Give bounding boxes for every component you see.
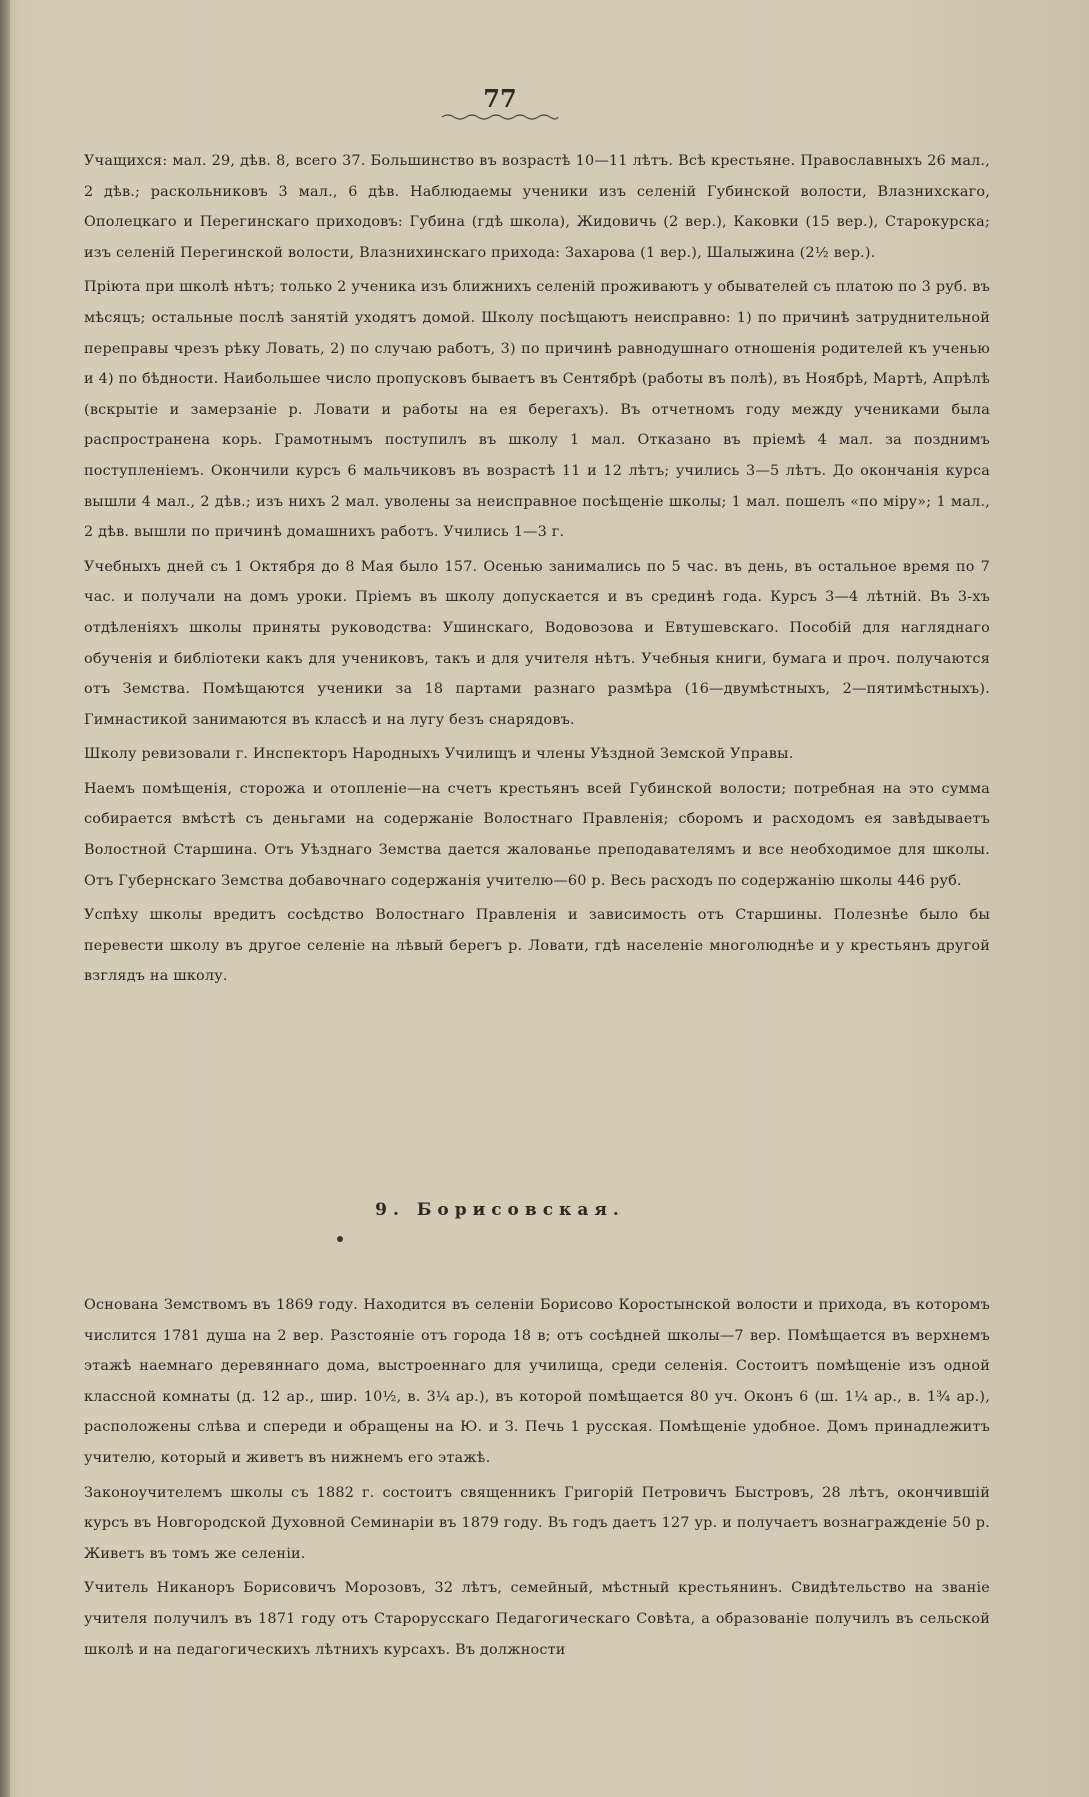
section-borisovskaya-text	[84, 1290, 990, 1665]
paragraph: Учащихся: мал. 29, дѣв. 8, всего 37. Большинство въ возрастѣ 10—11 лѣтъ. Всѣ крестьяне. Православныхъ 26 мал., 2 дѣв.; раскольниковъ 3 мал., 6 дѣв. Наблюдаемы ученики изъ селеній Губинской волости, Влазнихскаго, Ополецкаго и Перегинскаго приходовъ: Губина (гдѣ школа), Жидовичь (2 вер.), Каковки (15 вер.), Старокурска; изъ селеній Перегинской волости, Влазнихинскаго прихода: Захарова (1 вер.), Шалыжина (2½ вер.).	[84, 153, 990, 261]
paragraph: Основана Земствомъ въ 1869 году. Находится въ селеніи Борисово Коростынской волости и прихода, въ которомъ числится 1781 душа на 2 вер. Разстояніе отъ города 18 в; отъ сосѣдней школы—7 вер. Помѣщается въ верхнемъ этажѣ наемнаго деревяннаго дома, выстроеннаго для училища, среди селенія. Состоитъ помѣщеніе изъ одной классной комнаты (д. 12 ар., шир. 10½, в. 3¼ ар.), въ которой помѣщается 80 уч. Оконъ 6 (ш. 1¼ ар., в. 1¾ ар.), расположены слѣва и спереди и обращены на Ю. и З. Печь 1 русская. Помѣщеніе удобное. Домъ принадлежитъ учителю, который и живетъ въ нижнемъ его этажѣ.	[84, 1297, 990, 1466]
paragraph: Пріюта при школѣ нѣтъ; только 2 ученика изъ ближнихъ селеній проживаютъ у обывателей съ платою по 3 руб. въ мѣсяцъ; остальные послѣ занятій уходятъ домой. Школу посѣщаютъ неисправно: 1) по причинѣ затруднительной переправы чрезъ рѣку Ловать, 2) по случаю работъ, 3) по причинѣ равнодушнаго отношенія родителей къ ученью и 4) по бѣдности. Наибольшее число пропусковъ бываетъ въ Сентябрѣ (работы въ полѣ), въ Ноябрѣ, Мартѣ, Апрѣлѣ (вскрытіе и замерзаніе р. Ловати и работы на ея берегахъ). Въ отчетномъ году между учениками была распространена корь. Грамотнымъ поступилъ въ школу 1 мал. Отказано въ пріемѣ 4 мал. за позднимъ поступленіемъ. Окончили курсъ 6 мальчиковъ въ возрастѣ 11 и 12 лѣтъ; учились 3—5 лѣтъ. До окончанія курса вышли 4 мал., 2 дѣв.; изъ нихъ 2 мал. уволены за неисправное посѣщеніе школы; 1 мал. пошелъ «по міру»; 1 мал., 2 дѣв. вышли по причинѣ домашнихъ работъ. Учились 1—3 г.	[84, 279, 990, 541]
paragraph: Учитель Никаноръ Борисовичъ Морозовъ, 32 лѣтъ, семейный, мѣстный крестьянинъ. Свидѣтельство на званіе учителя получилъ въ 1871 году отъ Старорусскаго Педагогическаго Совѣта, а образованіе получилъ въ сельской школѣ и на педагогическихъ лѣтнихъ курсахъ. Въ должности	[84, 1580, 990, 1658]
paragraph: Школу ревизовали г. Инспекторъ Народныхъ Училищъ и члены Уѣздной Земской Управы.	[84, 746, 794, 763]
book-spine-shadow	[0, 0, 10, 1797]
paragraph: Наемъ помѣщенія, сторожа и отопленіе—на счетъ крестьянъ всей Губинской волости; потребная на это сумма собирается вмѣстѣ съ деньгами на содержаніе Волостнаго Правленія; сборомъ и расходомъ ея завѣдываетъ Волостной Старшина. Отъ Уѣзднаго Земства дается жалованье преподавателямъ и все необходимое для школы. Отъ Губернскаго Земства добавочнаго содержанія учителю—60 р. Весь расходъ по содержанію школы 446 руб.	[84, 780, 990, 889]
paragraph: Успѣху школы вредитъ сосѣдство Волостнаго Правленія и зависимость отъ Старшины. Полезнѣе было бы перевести школу въ другое селеніе на лѣвый берегъ р. Ловати, гдѣ населеніе многолюднѣе и у крестьянъ другой взглядъ на школу.	[84, 907, 990, 985]
ornament-divider	[440, 112, 560, 122]
paragraph: Учебныхъ дней съ 1 Октября до 8 Мая было 157. Осенью занимались по 5 час. въ день, въ остальное время по 7 час. и получали на домъ уроки. Пріемъ въ школу допускается и въ срединѣ года. Курсъ 3—4 лѣтній. Въ 3-хъ отдѣленіяхъ школы приняты руководства: Ушинскаго, Водовозова и Евтушевскаго. Пособій для нагляднаго обученія и библіотеки какъ для учениковъ, такъ и для учителя нѣтъ. Учебныя книги, бумага и проч. получаются отъ Земства. Помѣщаются ученики за 18 партами разнаго размѣра (16—двумѣстныхъ, 2—пятимѣстныхъ). Гимнастикой занимаются въ классѣ и на лугу безъ снарядовъ.	[84, 558, 990, 728]
page-number: 77	[483, 84, 517, 113]
paragraph: Законоучителемъ школы съ 1882 г. состоитъ священникъ Григорій Петровичъ Быстровъ, 28 лѣтъ, окончившій курсъ въ Новгородской Духовной Семинаріи въ 1879 году. Въ годъ даетъ 127 ур. и получаетъ вознагражденіе 50 р. Живетъ въ томъ же селеніи.	[84, 1484, 990, 1562]
ink-dot	[337, 1236, 343, 1242]
section-prev-text	[84, 146, 990, 992]
section-title: 9. Борисовская.	[375, 1200, 625, 1220]
